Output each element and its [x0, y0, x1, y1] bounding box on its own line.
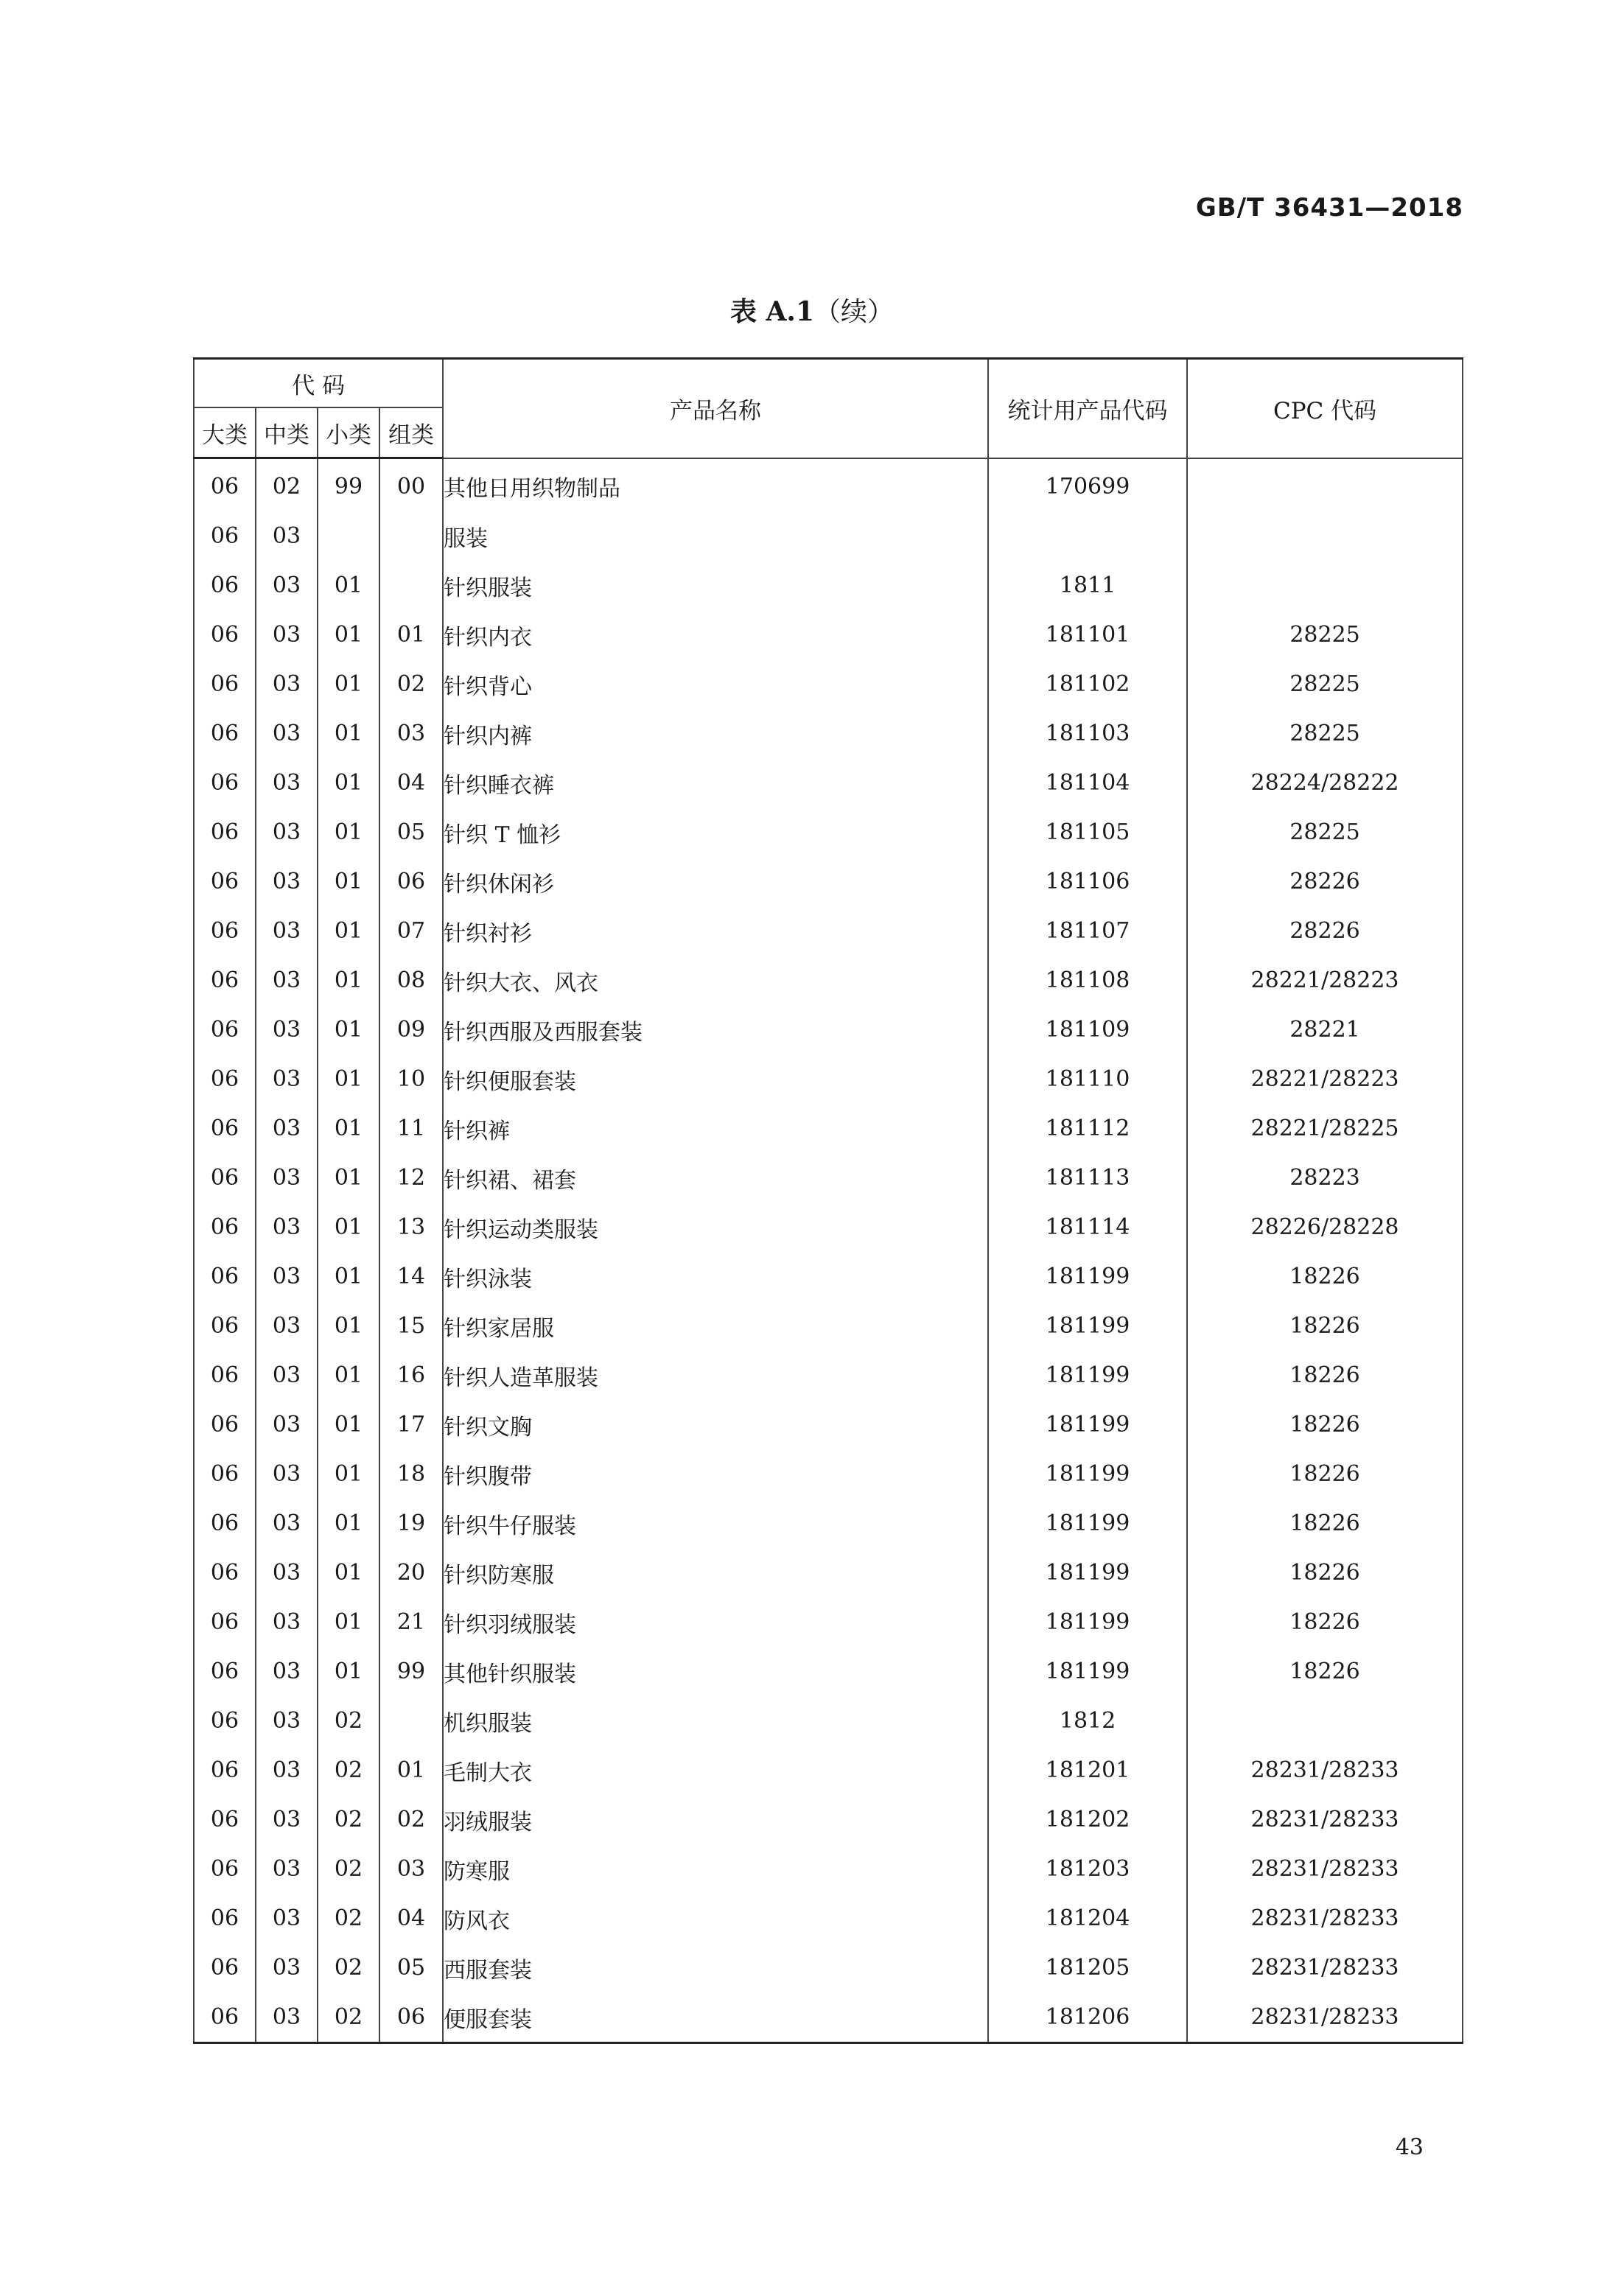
group-class-cell: 02 [379, 1795, 443, 1844]
cpc-code-cell: 18226 [1187, 1351, 1463, 1400]
stat-code-cell: 181199 [988, 1351, 1187, 1400]
product-name-cell: 针织牛仔服装 [443, 1499, 988, 1548]
header-code-group: 代 码 [194, 359, 443, 408]
minor-class-cell: 01 [318, 808, 379, 857]
cpc-code-cell: 18226 [1187, 1499, 1463, 1548]
product-name-cell: 针织 T 恤衫 [443, 808, 988, 857]
table-row [194, 1696, 1463, 1746]
table-title-suffix: （续） [814, 297, 895, 327]
product-name-cell: 针织内衣 [443, 610, 988, 659]
group-class-cell: 03 [379, 1844, 443, 1894]
minor-class-cell: 01 [318, 1301, 379, 1351]
cpc-code-cell [1187, 511, 1463, 561]
group-class-cell: 16 [379, 1351, 443, 1400]
group-class-cell [379, 561, 443, 610]
stat-code-cell: 181102 [988, 659, 1187, 709]
group-class-cell: 13 [379, 1202, 443, 1252]
stat-code-cell: 181199 [988, 1301, 1187, 1351]
cpc-code-cell: 28231/28233 [1187, 1992, 1463, 2043]
middle-class-cell: 03 [256, 857, 318, 906]
header-group-class: 组类 [379, 407, 443, 458]
group-class-cell: 04 [379, 758, 443, 808]
table-row [194, 1351, 1463, 1400]
product-name-cell: 针织便服套装 [443, 1054, 988, 1104]
major-class-cell: 06 [194, 1400, 256, 1449]
cpc-code-cell: 28225 [1187, 610, 1463, 659]
table-row [194, 1054, 1463, 1104]
table-row [194, 709, 1463, 758]
major-class-cell: 06 [194, 1301, 256, 1351]
page-number: 43 [1395, 2135, 1424, 2160]
major-class-cell: 06 [194, 1499, 256, 1548]
cpc-code-cell: 28226/28228 [1187, 1202, 1463, 1252]
table-body [194, 458, 1463, 2043]
major-class-cell: 06 [194, 1992, 256, 2043]
minor-class-cell: 02 [318, 1992, 379, 2043]
middle-class-cell: 03 [256, 1746, 318, 1795]
major-class-cell: 06 [194, 1153, 256, 1202]
product-name-cell: 针织休闲衫 [443, 857, 988, 906]
product-name-cell: 毛制大衣 [443, 1746, 988, 1795]
minor-class-cell: 01 [318, 1400, 379, 1449]
group-class-cell: 20 [379, 1548, 443, 1597]
major-class-cell: 06 [194, 458, 256, 512]
stat-code-cell: 181106 [988, 857, 1187, 906]
product-name-cell: 针织内裤 [443, 709, 988, 758]
minor-class-cell: 01 [318, 1153, 379, 1202]
stat-code-cell: 181199 [988, 1647, 1187, 1696]
minor-class-cell: 01 [318, 956, 379, 1005]
minor-class-cell: 02 [318, 1696, 379, 1746]
group-class-cell: 17 [379, 1400, 443, 1449]
table-row [194, 1499, 1463, 1548]
group-class-cell: 09 [379, 1005, 443, 1054]
table-title-main: 表 A.1 [729, 296, 815, 327]
middle-class-cell: 03 [256, 1351, 318, 1400]
minor-class-cell: 01 [318, 561, 379, 610]
table-row [194, 659, 1463, 709]
major-class-cell: 06 [194, 1844, 256, 1894]
header-middle-class: 中类 [256, 407, 318, 458]
cpc-code-cell: 18226 [1187, 1449, 1463, 1499]
product-name-cell: 其他针织服装 [443, 1647, 988, 1696]
cpc-code-cell: 28225 [1187, 659, 1463, 709]
table-row [194, 1400, 1463, 1449]
minor-class-cell [318, 511, 379, 561]
table-row [194, 1746, 1463, 1795]
major-class-cell: 06 [194, 709, 256, 758]
table-title [0, 291, 1624, 329]
stat-code-cell: 181114 [988, 1202, 1187, 1252]
table-row [194, 1597, 1463, 1647]
minor-class-cell: 01 [318, 1647, 379, 1696]
minor-class-cell: 01 [318, 1597, 379, 1647]
product-name-cell: 针织文胸 [443, 1400, 988, 1449]
minor-class-cell: 02 [318, 1844, 379, 1894]
product-name-cell: 针织人造革服装 [443, 1351, 988, 1400]
product-code-table [193, 357, 1463, 2044]
group-class-cell: 07 [379, 906, 443, 956]
stat-code-cell: 1811 [988, 561, 1187, 610]
table-row [194, 1104, 1463, 1153]
group-class-cell: 99 [379, 1647, 443, 1696]
stat-code-cell: 181199 [988, 1597, 1187, 1647]
major-class-cell: 06 [194, 610, 256, 659]
cpc-code-cell: 28226 [1187, 906, 1463, 956]
group-class-cell: 19 [379, 1499, 443, 1548]
minor-class-cell: 02 [318, 1894, 379, 1943]
stat-code-cell: 181201 [988, 1746, 1187, 1795]
minor-class-cell: 01 [318, 610, 379, 659]
cpc-code-cell: 18226 [1187, 1252, 1463, 1301]
product-name-cell: 针织泳装 [443, 1252, 988, 1301]
header-major-class: 大类 [194, 407, 256, 458]
group-class-cell: 00 [379, 458, 443, 512]
group-class-cell: 03 [379, 709, 443, 758]
minor-class-cell: 01 [318, 1499, 379, 1548]
product-name-cell: 针织服装 [443, 561, 988, 610]
product-name-cell: 针织睡衣裤 [443, 758, 988, 808]
cpc-code-cell: 28221 [1187, 1005, 1463, 1054]
major-class-cell: 06 [194, 1252, 256, 1301]
table-row [194, 1548, 1463, 1597]
stat-code-cell: 181101 [988, 610, 1187, 659]
major-class-cell: 06 [194, 1647, 256, 1696]
minor-class-cell: 01 [318, 758, 379, 808]
cpc-code-cell [1187, 458, 1463, 512]
table-row [194, 1153, 1463, 1202]
group-class-cell [379, 511, 443, 561]
major-class-cell: 06 [194, 1894, 256, 1943]
table-row [194, 511, 1463, 561]
cpc-code-cell: 28226 [1187, 857, 1463, 906]
middle-class-cell: 03 [256, 610, 318, 659]
table-row [194, 1943, 1463, 1992]
cpc-code-cell: 28231/28233 [1187, 1894, 1463, 1943]
middle-class-cell: 03 [256, 808, 318, 857]
product-name-cell: 针织裤 [443, 1104, 988, 1153]
table-row [194, 1844, 1463, 1894]
stat-code-cell: 181206 [988, 1992, 1187, 2043]
stat-code-cell: 181105 [988, 808, 1187, 857]
table-row [194, 758, 1463, 808]
major-class-cell: 06 [194, 758, 256, 808]
middle-class-cell: 03 [256, 1153, 318, 1202]
product-name-cell: 其他日用织物制品 [443, 458, 988, 512]
table-row [194, 458, 1463, 512]
stat-code-cell: 181199 [988, 1400, 1187, 1449]
minor-class-cell: 01 [318, 709, 379, 758]
group-class-cell: 06 [379, 1992, 443, 2043]
middle-class-cell: 03 [256, 561, 318, 610]
middle-class-cell: 03 [256, 1795, 318, 1844]
cpc-code-cell: 28225 [1187, 808, 1463, 857]
product-name-cell: 防寒服 [443, 1844, 988, 1894]
product-name-cell: 针织衬衫 [443, 906, 988, 956]
cpc-code-cell: 28231/28233 [1187, 1746, 1463, 1795]
middle-class-cell: 03 [256, 1202, 318, 1252]
table-row [194, 1005, 1463, 1054]
middle-class-cell: 03 [256, 1449, 318, 1499]
product-name-cell: 针织西服及西服套装 [443, 1005, 988, 1054]
middle-class-cell: 03 [256, 1005, 318, 1054]
middle-class-cell: 03 [256, 1696, 318, 1746]
stat-code-cell: 181107 [988, 906, 1187, 956]
group-class-cell: 06 [379, 857, 443, 906]
product-name-cell: 防风衣 [443, 1894, 988, 1943]
middle-class-cell: 03 [256, 1104, 318, 1153]
table-row [194, 610, 1463, 659]
table-row [194, 956, 1463, 1005]
group-class-cell: 12 [379, 1153, 443, 1202]
group-class-cell: 01 [379, 1746, 443, 1795]
middle-class-cell: 03 [256, 709, 318, 758]
cpc-code-cell [1187, 561, 1463, 610]
major-class-cell: 06 [194, 1696, 256, 1746]
minor-class-cell: 01 [318, 1252, 379, 1301]
cpc-code-cell: 18226 [1187, 1548, 1463, 1597]
cpc-code-cell: 18226 [1187, 1597, 1463, 1647]
standard-code: GB/T 36431—2018 [1195, 193, 1463, 223]
minor-class-cell: 01 [318, 906, 379, 956]
minor-class-cell: 01 [318, 1054, 379, 1104]
group-class-cell [379, 1696, 443, 1746]
minor-class-cell: 01 [318, 659, 379, 709]
stat-code-cell: 181204 [988, 1894, 1187, 1943]
table-row [194, 1449, 1463, 1499]
product-name-cell: 服装 [443, 511, 988, 561]
stat-code-cell: 181199 [988, 1449, 1187, 1499]
major-class-cell: 06 [194, 1202, 256, 1252]
cpc-code-cell: 28231/28233 [1187, 1844, 1463, 1894]
product-name-cell: 针织大衣、风衣 [443, 956, 988, 1005]
middle-class-cell: 03 [256, 1992, 318, 2043]
cpc-code-cell: 28223 [1187, 1153, 1463, 1202]
middle-class-cell: 03 [256, 1400, 318, 1449]
major-class-cell: 06 [194, 511, 256, 561]
table-row [194, 1795, 1463, 1844]
major-class-cell: 06 [194, 1351, 256, 1400]
middle-class-cell: 03 [256, 1054, 318, 1104]
middle-class-cell: 03 [256, 1301, 318, 1351]
major-class-cell: 06 [194, 906, 256, 956]
stat-code-cell: 181109 [988, 1005, 1187, 1054]
stat-code-cell [988, 511, 1187, 561]
header-minor-class: 小类 [318, 407, 379, 458]
middle-class-cell: 03 [256, 1548, 318, 1597]
table-row [194, 1202, 1463, 1252]
header-row [194, 359, 1463, 408]
major-class-cell: 06 [194, 1943, 256, 1992]
product-name-cell: 羽绒服装 [443, 1795, 988, 1844]
minor-class-cell: 01 [318, 1351, 379, 1400]
stat-code-cell: 181108 [988, 956, 1187, 1005]
table-row [194, 1992, 1463, 2043]
minor-class-cell: 01 [318, 1005, 379, 1054]
stat-code-cell: 181205 [988, 1943, 1187, 1992]
table-row [194, 1301, 1463, 1351]
major-class-cell: 06 [194, 1746, 256, 1795]
cpc-code-cell: 28221/28223 [1187, 1054, 1463, 1104]
middle-class-cell: 03 [256, 1597, 318, 1647]
middle-class-cell: 03 [256, 1894, 318, 1943]
product-name-cell: 西服套装 [443, 1943, 988, 1992]
group-class-cell: 04 [379, 1894, 443, 1943]
major-class-cell: 06 [194, 1548, 256, 1597]
product-name-cell: 针织背心 [443, 659, 988, 709]
group-class-cell: 15 [379, 1301, 443, 1351]
header-product-name: 产品名称 [443, 359, 988, 458]
major-class-cell: 06 [194, 857, 256, 906]
group-class-cell: 11 [379, 1104, 443, 1153]
cpc-code-cell: 18226 [1187, 1301, 1463, 1351]
middle-class-cell: 02 [256, 458, 318, 512]
major-class-cell: 06 [194, 1104, 256, 1153]
cpc-code-cell [1187, 1696, 1463, 1746]
stat-code-cell: 181202 [988, 1795, 1187, 1844]
minor-class-cell: 01 [318, 857, 379, 906]
major-class-cell: 06 [194, 1597, 256, 1647]
group-class-cell: 05 [379, 1943, 443, 1992]
middle-class-cell: 03 [256, 1647, 318, 1696]
stat-code-cell: 181104 [988, 758, 1187, 808]
middle-class-cell: 03 [256, 906, 318, 956]
cpc-code-cell: 28231/28233 [1187, 1943, 1463, 1992]
table-row [194, 561, 1463, 610]
table-row [194, 808, 1463, 857]
table-row [194, 857, 1463, 906]
middle-class-cell: 03 [256, 956, 318, 1005]
cpc-code-cell: 28221/28225 [1187, 1104, 1463, 1153]
major-class-cell: 06 [194, 561, 256, 610]
stat-code-cell: 181110 [988, 1054, 1187, 1104]
major-class-cell: 06 [194, 659, 256, 709]
minor-class-cell: 99 [318, 458, 379, 512]
minor-class-cell: 01 [318, 1449, 379, 1499]
middle-class-cell: 03 [256, 1499, 318, 1548]
cpc-code-cell: 28231/28233 [1187, 1795, 1463, 1844]
group-class-cell: 18 [379, 1449, 443, 1499]
minor-class-cell: 01 [318, 1548, 379, 1597]
stat-code-cell: 181112 [988, 1104, 1187, 1153]
cpc-code-cell: 28224/28222 [1187, 758, 1463, 808]
stat-code-cell: 181113 [988, 1153, 1187, 1202]
stat-code-cell: 181203 [988, 1844, 1187, 1894]
cpc-code-cell: 28221/28223 [1187, 956, 1463, 1005]
product-name-cell: 针织运动类服装 [443, 1202, 988, 1252]
header-stat-code: 统计用产品代码 [988, 359, 1187, 458]
cpc-code-cell: 18226 [1187, 1400, 1463, 1449]
cpc-code-cell: 18226 [1187, 1647, 1463, 1696]
major-class-cell: 06 [194, 1795, 256, 1844]
group-class-cell: 05 [379, 808, 443, 857]
major-class-cell: 06 [194, 808, 256, 857]
stat-code-cell: 181199 [988, 1252, 1187, 1301]
major-class-cell: 06 [194, 956, 256, 1005]
table-row [194, 1252, 1463, 1301]
product-name-cell: 针织腹带 [443, 1449, 988, 1499]
group-class-cell: 08 [379, 956, 443, 1005]
minor-class-cell: 02 [318, 1943, 379, 1992]
product-name-cell: 机织服装 [443, 1696, 988, 1746]
major-class-cell: 06 [194, 1005, 256, 1054]
product-name-cell: 针织家居服 [443, 1301, 988, 1351]
middle-class-cell: 03 [256, 511, 318, 561]
group-class-cell: 10 [379, 1054, 443, 1104]
stat-code-cell: 181199 [988, 1548, 1187, 1597]
minor-class-cell: 01 [318, 1202, 379, 1252]
stat-code-cell: 1812 [988, 1696, 1187, 1746]
group-class-cell: 21 [379, 1597, 443, 1647]
group-class-cell: 14 [379, 1252, 443, 1301]
table-row [194, 1894, 1463, 1943]
major-class-cell: 06 [194, 1449, 256, 1499]
minor-class-cell: 01 [318, 1104, 379, 1153]
middle-class-cell: 03 [256, 758, 318, 808]
cpc-code-cell: 28225 [1187, 709, 1463, 758]
table-row [194, 1647, 1463, 1696]
header-cpc-code: CPC 代码 [1187, 359, 1463, 458]
product-name-cell: 便服套装 [443, 1992, 988, 2043]
group-class-cell: 02 [379, 659, 443, 709]
stat-code-cell: 170699 [988, 458, 1187, 512]
major-class-cell: 06 [194, 1054, 256, 1104]
product-name-cell: 针织羽绒服装 [443, 1597, 988, 1647]
minor-class-cell: 02 [318, 1795, 379, 1844]
table-row [194, 906, 1463, 956]
group-class-cell: 01 [379, 610, 443, 659]
middle-class-cell: 03 [256, 659, 318, 709]
stat-code-cell: 181199 [988, 1499, 1187, 1548]
minor-class-cell: 02 [318, 1746, 379, 1795]
middle-class-cell: 03 [256, 1943, 318, 1992]
stat-code-cell: 181103 [988, 709, 1187, 758]
middle-class-cell: 03 [256, 1252, 318, 1301]
middle-class-cell: 03 [256, 1844, 318, 1894]
product-name-cell: 针织裙、裙套 [443, 1153, 988, 1202]
product-name-cell: 针织防寒服 [443, 1548, 988, 1597]
